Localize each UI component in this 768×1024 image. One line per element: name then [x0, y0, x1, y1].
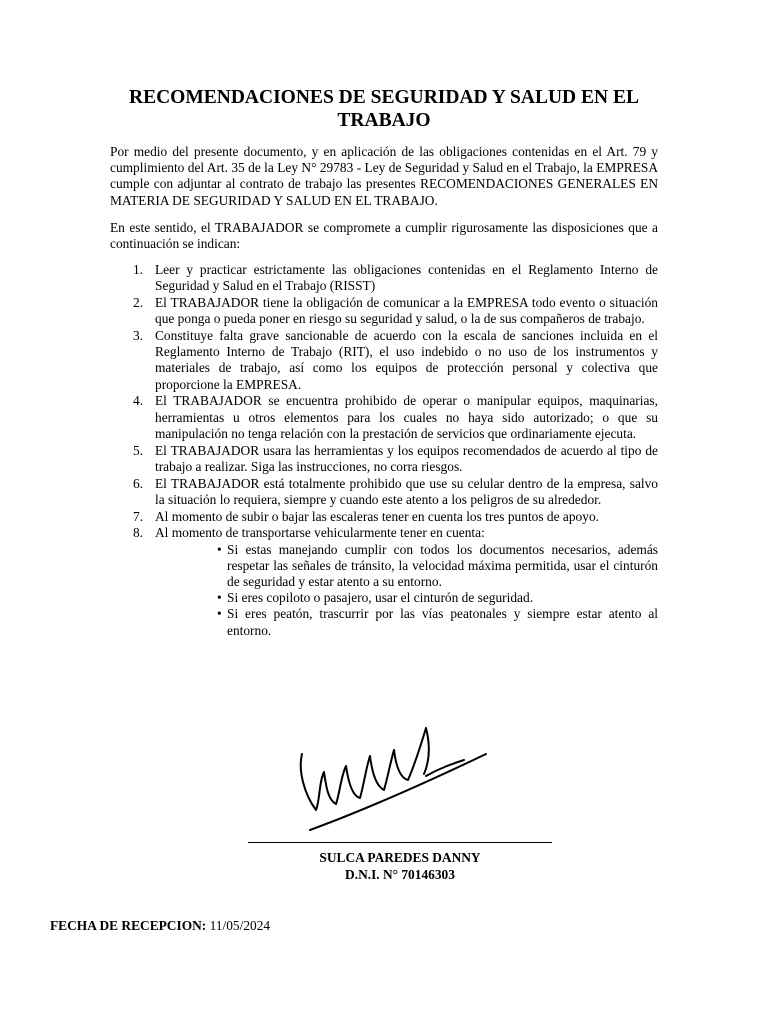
sublist-item — [217, 606, 658, 638]
item-number: 8. — [133, 525, 144, 541]
bullet-icon: • — [217, 590, 222, 606]
list-item — [110, 509, 658, 525]
item-number: 4. — [133, 393, 144, 409]
subitem-text: Si eres peatón, trascurrir por las vías peatonales y siempre estar atento al entorno. — [227, 606, 658, 638]
subitem-text: Si eres copiloto o pasajero, usar el cinturón de seguridad. — [227, 590, 534, 606]
list-item — [110, 443, 658, 475]
subitem-text: Si estas manejando cumplir con todos los documentos necesarios, además respetar las señales de tránsito, la velocidad máxima permitida, usar el cinturón de seguridad y estar atento a su entorno. — [227, 541, 658, 590]
signatory-name: SULCA PAREDES DANNY — [319, 850, 481, 865]
item-text: El TRABAJADOR tiene la obligación de comunicar a la EMPRESA todo evento o situación que ponga o pueda poner en riesgo su seguridad y salud, o la de sus compañeros de trabajo. — [155, 295, 658, 327]
item-number: 5. — [133, 442, 144, 458]
item-text: Al momento de transportarse vehicularmente tener en cuenta: — [155, 525, 485, 541]
item-text: Leer y practicar estrictamente las obligaciones contenidas en el Reglamento Interno de Seguridad y Salud en el Trabajo (RISST) — [155, 262, 658, 294]
list-item — [110, 476, 658, 508]
signatory-dni: D.N.I. N° 70146303 — [345, 867, 455, 882]
commitment-paragraph: En este sentido, el TRABAJADOR se compromete a cumplir rigurosamente las disposiciones que a continuación se indican: — [110, 220, 658, 252]
item-number: 3. — [133, 328, 144, 343]
item-text: Al momento de subir o bajar las escaleras tener en cuenta los tres puntos de apoyo. — [155, 508, 599, 524]
reception-date-label: FECHA DE RECEPCION: — [50, 918, 207, 933]
item-text: El TRABAJADOR se encuentra prohibido de operar o manipular equipos, maquinarias, herramientas u otros elementos para los cuales no haya sido autorizado; o que su manipulación no tenga relación con la prestación de servicios que ordinariamente ejecuta. — [155, 393, 658, 441]
sublist-item — [217, 542, 658, 591]
sublist-item — [217, 590, 658, 606]
item-text: Constituye falta grave sancionable de acuerdo con la escala de sanciones incluida en el Reglamento Interno de Trabajo (RIT), el uso indebido o no uso de los instrumentos y materiales de trabajo, así como los equipos de protección personal y colectiva que proporcione la EMPRESA. — [155, 328, 658, 392]
list-item — [110, 393, 658, 442]
reception-date-value: 11/05/2024 — [209, 918, 271, 933]
list-item — [110, 262, 658, 294]
item-number: 6. — [133, 475, 144, 491]
reception-date — [50, 918, 270, 934]
intro-paragraph: Por medio del presente documento, y en aplicación de las obligaciones contenidas en el Art. 79 y cumplimiento del Art. 35 de la Ley N° 29783 - Ley de Seguridad y Salud en el Trabajo, la EMPRESA cumple con adjuntar al contrato de trabajo las presentes RECOMENDACIONES GENERALES EN MATERIA DE SEGURIDAD Y SALUD EN EL TRABAJO. — [110, 144, 658, 208]
item-number: 7. — [133, 508, 144, 524]
item-number: 1. — [133, 262, 144, 277]
document-title: RECOMENDACIONES DE SEGURIDAD Y SALUD EN EL TRABAJO — [129, 87, 639, 131]
item-text: El TRABAJADOR usara las herramientas y los equipos recomendados de acuerdo al tipo de trabajo a realizar. Siga las instrucciones, no corra riesgos. — [155, 442, 658, 474]
recommendations-list — [110, 262, 658, 639]
item-number: 2. — [133, 295, 144, 310]
list-item — [110, 295, 658, 327]
bullet-icon: • — [217, 606, 222, 622]
list-item — [110, 328, 658, 393]
transport-sublist — [155, 542, 658, 639]
item-text: El TRABAJADOR está totalmente prohibido que use su celular dentro de la empresa, salvo la situación lo requiera, siempre y cuando este atento a los peligros de su alrededor. — [155, 475, 658, 507]
signature-line — [248, 842, 552, 843]
bullet-icon: • — [217, 541, 222, 557]
handwritten-signature — [290, 720, 500, 835]
list-item — [110, 525, 658, 638]
